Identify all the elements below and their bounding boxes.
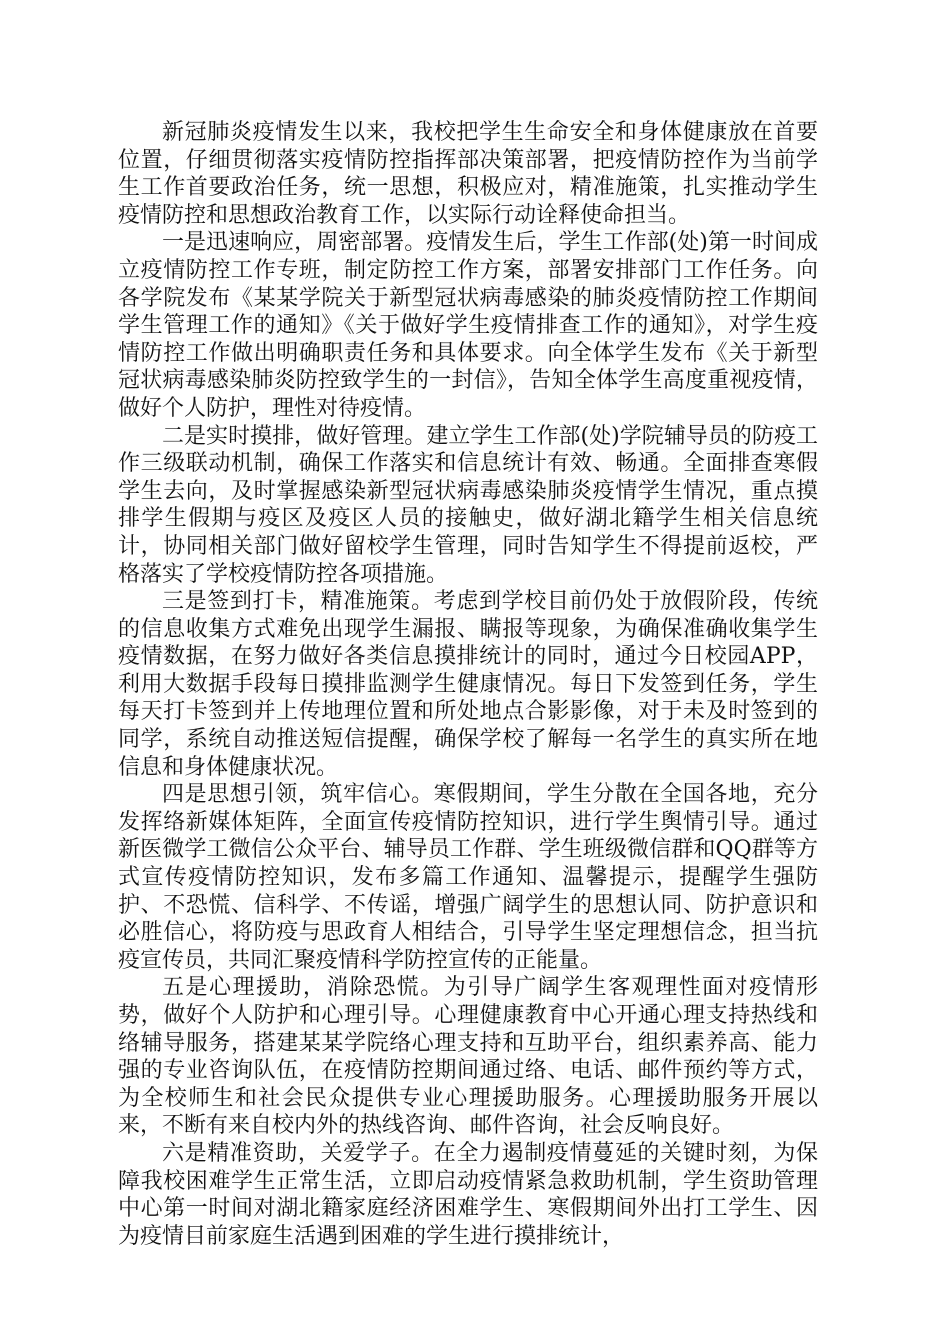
- paragraph-intro: 新冠肺炎疫情发生以来，我校把学生生命安全和身体健康放在首要位置，仔细贯彻落实疫情防控指挥部决策部署，把疫情防控作为当前学生工作首要政治任务，统一思想，积极应对，精准施策，扎实推动学生疫情防控和思想政治教育工作，以实际行动诠释使命担当。: [118, 120, 818, 228]
- paragraph-4-ideological-guidance: 四是思想引领，筑牢信心。寒假期间，学生分散在全国各地，充分发挥络新媒体矩阵，全面宣传疫情防控知识，进行学生舆情引导。通过新医微学工微信公众平台、辅导员工作群、学生班级微信群和QQ群等方式宣传疫情防控知识，发布多篇工作通知、温馨提示，提醒学生强防护、不恐慌、信科学、不传谣，增强广阔学生的思想认同、防护意识和必胜信心，将防疫与思政育人相结合，引导学生坚定理想信念，担当抗疫宣传员，共同汇聚疫情科学防控宣传的正能量。: [118, 782, 818, 973]
- paragraph-1-rapid-response: 一是迅速响应，周密部署。疫情发生后，学生工作部(处)第一时间成立疫情防控工作专班，制定防控工作方案，部署安排部门工作任务。向各学院发布《某某学院关于新型冠状病毒感染的肺炎疫情防控工作期间学生管理工作的通知》《关于做好学生疫情排查工作的通知》，对学生疫情防控工作做出明确职责任务和具体要求。向全体学生发布《关于新型冠状病毒感染肺炎防控致学生的一封信》，告知全体学生高度重视疫情，做好个人防护，理性对待疫情。: [118, 230, 818, 421]
- paragraph-2-real-time-screening: 二是实时摸排，做好管理。建立学生工作部(处)学院辅导员的防疫工作三级联动机制，确保工作落实和信息统计有效、畅通。全面排查寒假学生去向，及时掌握感染新型冠状病毒感染肺炎疫情学生情况，重点摸排学生假期与疫区及疫区人员的接触史，做好湖北籍学生相关信息统计，协同相关部门做好留校学生管理，同时告知学生不得提前返校，严格落实了学校疫情防控各项措施。: [118, 423, 818, 587]
- paragraph-6-financial-aid: 六是精准资助，关爱学子。在全力遏制疫情蔓延的关键时刻，为保障我校困难学生正常生活，立即启动疫情紧急救助机制，学生资助管理中心第一时间对湖北籍家庭经济困难学生、寒假期间外出打工学生、因为疫情目前家庭生活遇到困难的学生进行摸排统计，: [118, 1140, 818, 1249]
- document-body: [118, 119, 818, 1250]
- paragraph-5-psychological-aid: 五是心理援助，消除恐慌。为引导广阔学生客观理性面对疫情形势，做好个人防护和心理引导。心理健康教育中心开通心理支持热线和络辅导服务，搭建某某学院络心理支持和互助平台，组织素养高、能力强的专业咨询队伍，在疫情防控期间通过络、电话、邮件预约等方式，为全校师生和社会民众提供专业心理援助服务。心理援助服务开展以来，不断有来自校内外的热线咨询、邮件咨询，社会反响良好。: [118, 975, 818, 1139]
- paragraph-3-check-in: 三是签到打卡，精准施策。考虑到学校目前仍处于放假阶段，传统的信息收集方式难免出现学生漏报、瞒报等现象，为确保准确收集学生疫情数据，在努力做好各类信息摸排统计的同时，通过今日校园APP，利用大数据手段每日摸排监测学生健康情况。每日下发签到任务，学生每天打卡签到并上传地理位置和所处地点合影影像，对于未及时签到的同学，系统自动推送短信提醒，确保学校了解每一名学生的真实所在地信息和身体健康状况。: [118, 589, 818, 780]
